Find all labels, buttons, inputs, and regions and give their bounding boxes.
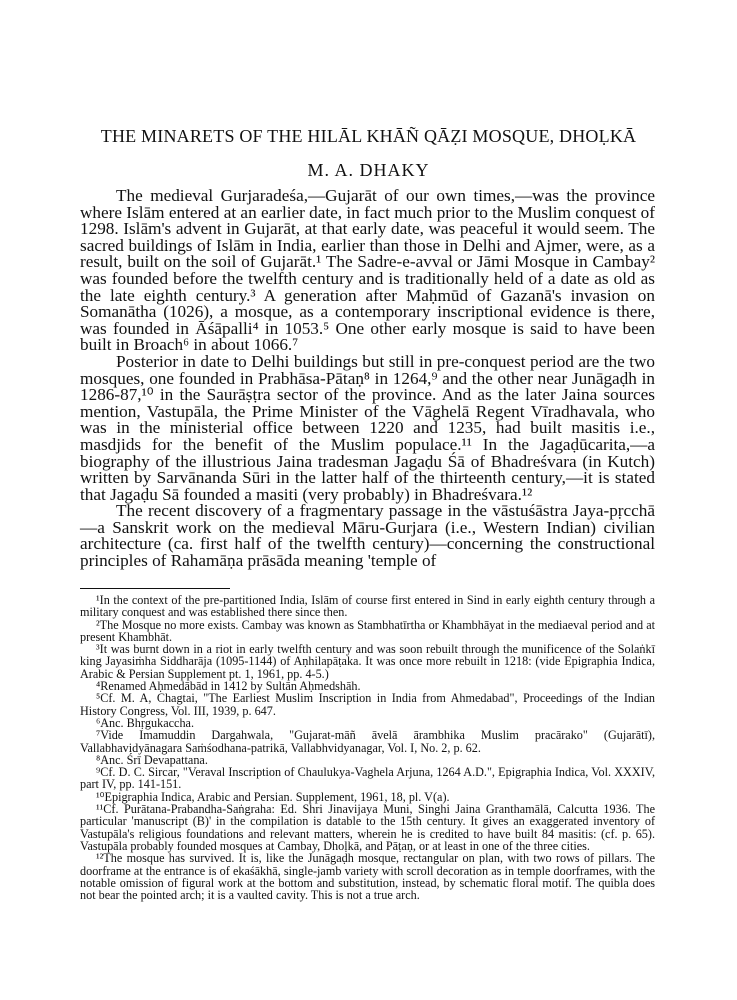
article-author: M. A. DHAKY xyxy=(307,160,430,180)
article-body xyxy=(80,188,655,570)
footnotes xyxy=(80,594,655,901)
body-paragraph: The medieval Gurjaradeśa,—Gujarāt of our own times,—was the province where Islām entered at an earlier date, in fact much prior to the Muslim conquest of 1298. Islām's advent in Gujarāt, at that early date, was peaceful it would seem. The sacred buildings of Islām in India, earlier than those in Delhi and Ajmer, were, as a result, built on the soil of Gujarāt.¹ The Sadre-e-avval or Jāmi Mosque in Cambay² was founded before the twelfth century and is traditionally held of a date as old as the late eighth century.³ A generation after Maḥmūd of Gazanā's invasion on Somanātha (1026), a mosque, as a contemporary inscriptional evidence is there, was founded in Āśāpalli⁴ in 1053.⁵ One other early mosque is said to have been built in Broach⁶ in about 1066.⁷ xyxy=(80,186,655,355)
footnote: ⁸Anc. Śrī Devapattana. xyxy=(96,752,208,767)
footnote: ⁷Vide Imamuddin Dargahwala, "Gujarat-māñ āvelā ārambhika Muslim pracārako" (Gujarātī), Vallabhavidyānagara Saṁśodhana-patrikā, Vallabhvidyanagar, Vol. I, No. 2, p. 62. xyxy=(80,728,655,755)
footnote: ²The Mosque no more exists. Cambay was known as Stambhatīrtha or Khambhāyat in the mediaeval period and at present Khambhāt. xyxy=(80,617,655,644)
footnote: ⁴Renamed Aḥmedābād in 1412 by Sultān Aḥmedshāh. xyxy=(96,679,361,694)
body-paragraph: The recent discovery of a fragmentary passage in the vāstuśāstra Jaya-pṛcchā—a Sanskrit work on the medieval Māru-Gurjara (i.e., Western Indian) civilian architecture (ca. first half of the twelfth century)—concerning the constructional principles of Rahamāṇa prāsāda meaning 'temple of xyxy=(80,501,655,571)
footnote: ⁹Cf. D. C. Sircar, "Veraval Inscription of Chaulukya-Vaghela Arjuna, 1264 A.D.", Epigraphia Indica, Vol. XXXIV, part IV, pp. 141-151. xyxy=(80,765,655,792)
footnote: ³It was burnt down in a riot in early twelfth century and was soon rebuilt through the munificence of the Solaṅkī king Jayasiṁha Siddharāja (1095-1144) of Aṇhilapāṭaka. It was once more rebuilt in 1218: (vide Epigraphia Indica, Arabic & Persian Supplement pt. 1, 1961, pp. 4-5.) xyxy=(80,642,655,681)
footnote: ⁶Anc. Bhṛgukaccha. xyxy=(96,715,194,730)
article-title: THE MINARETS OF THE HILĀL KHĀÑ QĀẒI MOSQUE, DHOḶKĀ xyxy=(100,126,637,146)
footnote-divider xyxy=(80,588,230,589)
footnote: ¹In the context of the pre-partitioned India, Islām of course first entered in Sind in early eighth century through a military conquest and was established there since then. xyxy=(80,593,655,620)
body-paragraph: Posterior in date to Delhi buildings but still in pre-conquest period are the two mosques, one founded in Prabhāsa-Pātaṇ⁸ in 1264,⁹ and the other near Junāgaḍh in 1286-87,¹⁰ in the Saurāṣṭra sector of the province. And as the later Jaina sources mention, Vastupāla, the Prime Minister of the Vāghelā Regent Vīradhavala, who was in the ministerial office between 1220 and 1235, had built masitis i.e., masdjids for the benefit of the Muslim populace.¹¹ In the Jagaḍūcarita,—a biography of the illustrious Jaina tradesman Jagaḍu Śā of Bhadreśvara (in Kutch) written by Sarvānanda Sūri in the latter half of the thirteenth century,—it is stated that Jagaḍu Sā founded a masiti (very probably) in Bhadreśvara.¹² xyxy=(80,351,655,504)
footnote: ⁵Cf. M. A, Chagtai, "The Earliest Muslim Inscription in India from Ahmedabad", Proceedings of the Indian History Congress, Vol. III, 1939, p. 647. xyxy=(80,691,655,718)
footnote: ¹¹Cf. Purātana-Prabandha-Saṅgraha: Ed. Shri Jinavijaya Muni, Singhi Jaina Granthamālā, Calcutta 1936. The particular 'manuscript (B)' in the compilation is datable to the 15th century. It gives an exaggerated inventory of Vastupāla's religious foundations and relevant matters, wherein he is credited to have built 84 masitis: (cf. p. 65). Vastupāla probably founded mosques at Cambay, Dhoḷkā, and Pāṭaṇ, or at least in one of the three cities. xyxy=(80,802,655,853)
footnote: ¹⁰Epigraphia Indica, Arabic and Persian. Supplement, 1961, 18, pl. V(a). xyxy=(96,789,450,804)
footnote: ¹²The mosque has survived. It is, like the Junāgaḍh mosque, rectangular on plan, with two rows of pillars. The doorframe at the entrance is of ekaśākhā, single-jamb variety with scroll decoration as in temple doorframes, with the notable omission of figural work at the bottom and substitution, instead, by schematic floral motif. The quibla does not bear the pointed arch; it is a vaulted cavity. This is not a true arch. xyxy=(80,851,655,903)
